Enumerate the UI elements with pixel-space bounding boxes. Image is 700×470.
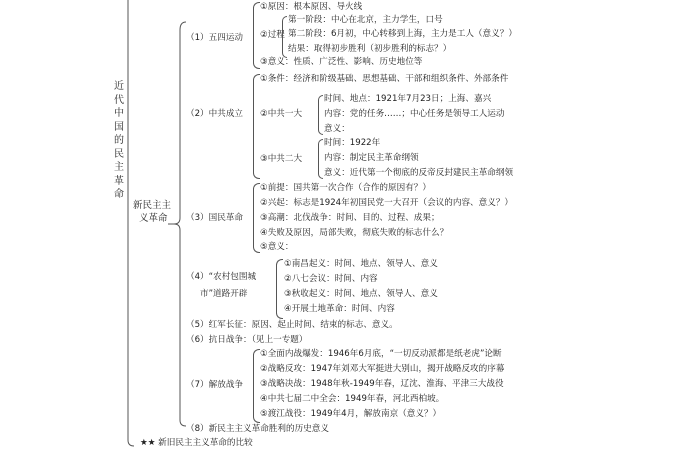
branch-title-line1: 新民主主 (133, 200, 172, 211)
section-6-label: （6）抗日战争：（见上一专题） (186, 335, 308, 345)
s4-item-2: ②八七会议：时间、内容 (284, 274, 378, 284)
section-5-label: （5）红军长征：原因、起止时间、结束的标志、意义。 (186, 320, 398, 330)
s7-item-1: ①全面内战爆发：1946年6月底，“一切反动派都是纸老虎”论断 (260, 349, 502, 359)
s1-item-4: 第二阶段：6月初，中心转移到上海，主力是工人（意义？） (288, 29, 517, 39)
s7-item-2: ②战略反攻：1947年刘邓大军挺进大别山，揭开战略反攻的序幕 (260, 364, 505, 374)
s2-item-5: 意义： (324, 124, 350, 134)
section-8-label: （8）新民主主义革命胜利的历史意义 (186, 424, 329, 434)
s7-item-3: ③战略决战：1948年秋-1949年春，辽沈、淮海、平津三大战役 (260, 379, 504, 389)
s7-item-4: ④中共七届二中全会：1949年春，河北西柏坡。 (260, 394, 445, 404)
s1-item-1: ①原因：根本原因、导火线 (260, 2, 363, 12)
s7-item-5: ⑤渡江战役：1949年4月，解放南京（意义？） (260, 409, 442, 419)
section-4-bracket (276, 259, 283, 319)
s3-item-1: ①前提：国共第一次合作（合作的原因有？） (260, 183, 431, 193)
section-1-bracket (253, 2, 260, 69)
section-7-label: （7）解放战争 (186, 380, 244, 390)
s1-item-3: ②过程 (260, 30, 285, 40)
s4-item-3: ③秋收起义：时间、地点、领导人、意义 (284, 289, 438, 299)
s1-process-bracket (282, 16, 287, 58)
s4-item-1: ①南昌起义：时间、地点、领导人、意义 (284, 259, 438, 269)
s4-item-4: ④开展土地革命：时间、内容 (284, 304, 395, 314)
s3-item-4: ④失败及原因，局部失败，彻底失败的标志什么？ (260, 228, 449, 238)
s2-item-9: 意义：近代第一个彻底的反帝反封建民主革命纲领 (324, 168, 514, 178)
section-7-bracket (253, 349, 260, 423)
s1-item-5: 结果：取得初步胜利（初步胜利的标志？） (288, 44, 452, 54)
section-3-label: （3）国民革命 (186, 213, 244, 223)
s3-item-5: ⑤意义： (260, 242, 294, 252)
s1-item-6: ③意义：性质、广泛性、影响、历史地位等 (260, 57, 423, 67)
s1-item-2: 第一阶段：中心在北京，主力学生，口号 (288, 15, 443, 25)
root-title: 近代中国的民主革命 (114, 81, 124, 200)
section-2-bracket (253, 74, 260, 179)
s2-item-8: 内容：制定民主革命纲领 (324, 153, 419, 163)
s2-item-3: ②中共一大 (260, 109, 303, 119)
section-2-label: （2）中共成立 (186, 109, 244, 119)
s2-item-1: ①条件：经济和阶级基础、思想基础、干部和组织条件、外部条件 (260, 74, 509, 84)
branch-title-line2: 义革命 (139, 213, 168, 224)
s3-item-3: ③高潮：北伐战争：时间、目的、过程、成果； (260, 213, 440, 223)
s2-item-7: ③中共二大 (260, 154, 303, 164)
section-1-label: （1）五四运动 (186, 33, 244, 43)
footer-comparison: ★★ 新旧民主主义革命的比较 (140, 438, 253, 448)
section-4-label-line1: （4）“农村包围城 (186, 272, 257, 282)
s2-item-6: 时间：1922年 (324, 138, 381, 148)
s2-congress1-bracket (318, 95, 323, 135)
section-3-bracket (253, 183, 260, 253)
s2-item-4: 内容：党的任务……；中心任务是领导工人运动 (324, 109, 505, 119)
s3-item-2: ②兴起：标志是1924年初国民党一大召开（会议的内容、意义？） (260, 198, 514, 208)
s2-item-2: 时间、地点：1921年7月23日；上海、嘉兴 (324, 94, 492, 104)
section-4-label-line2: 市”道路开辟 (200, 289, 248, 299)
s2-congress2-bracket (318, 139, 323, 179)
